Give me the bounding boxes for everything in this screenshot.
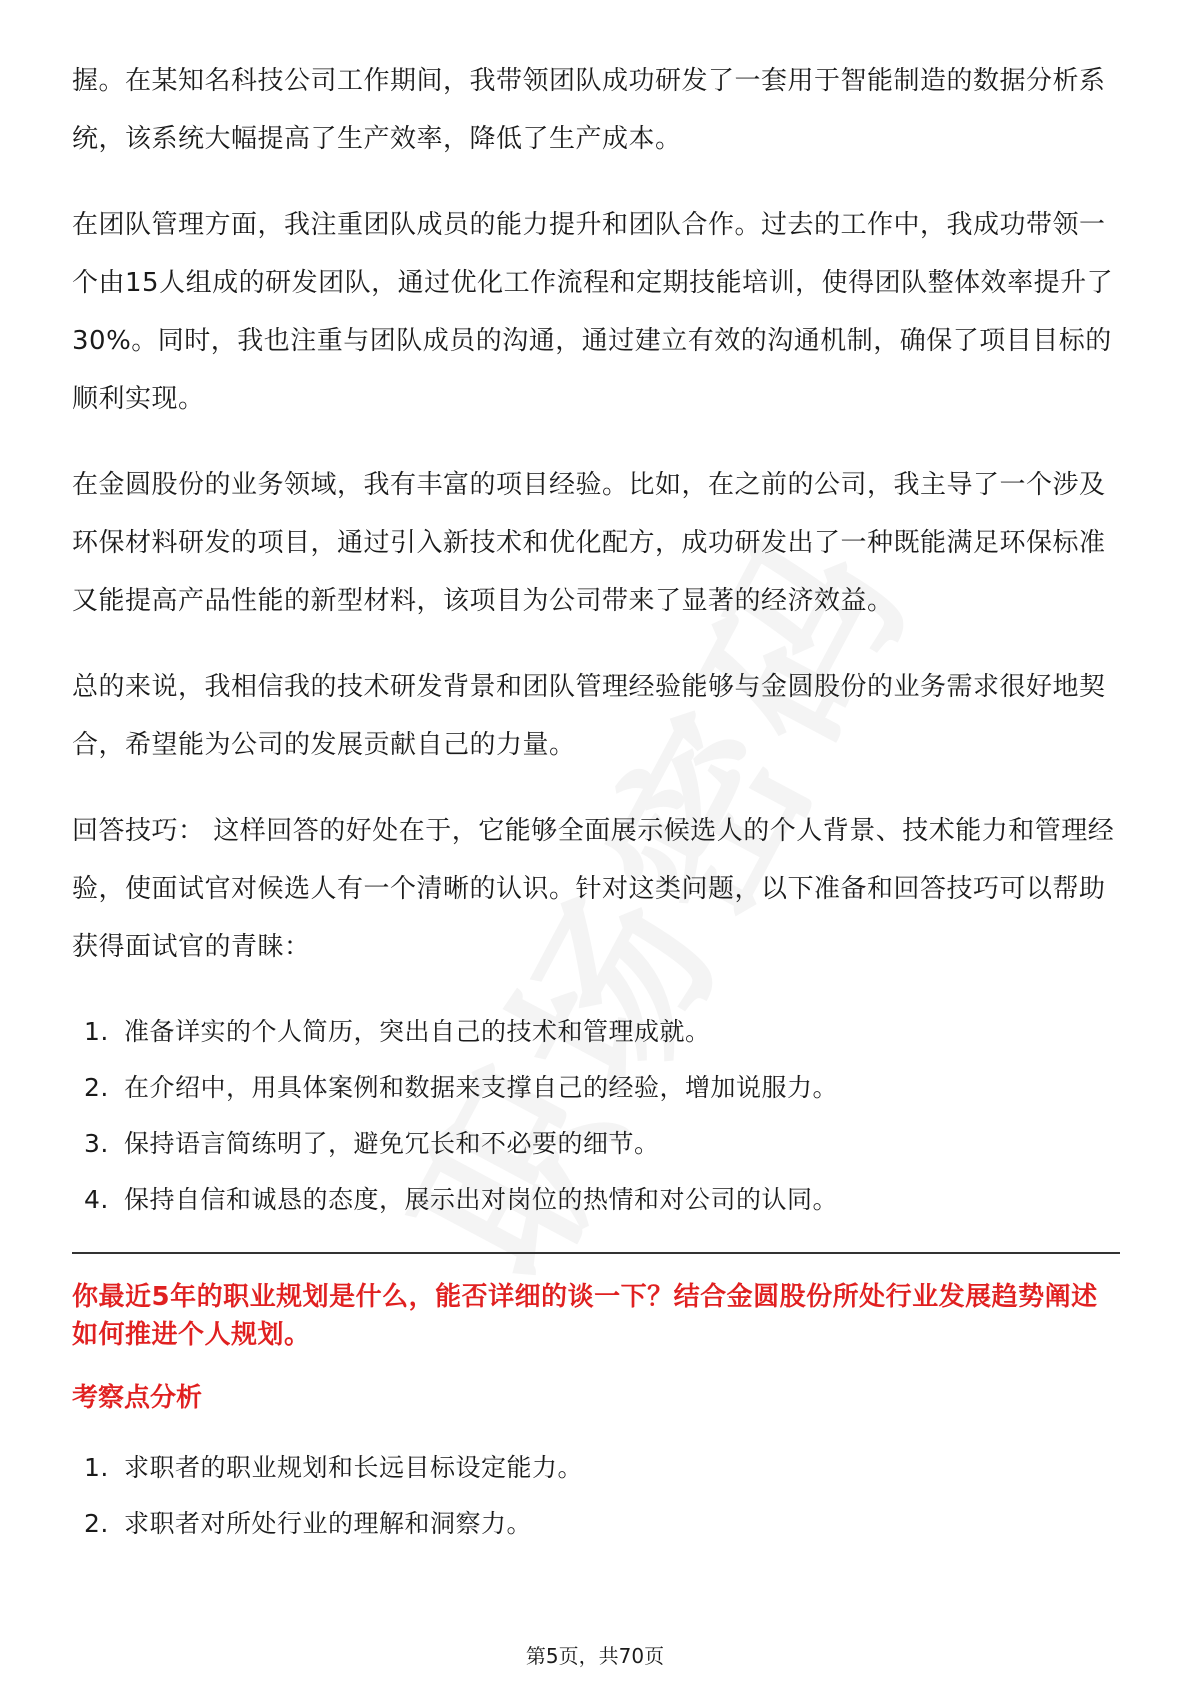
paragraph-intro: 握。在某知名科技公司工作期间，我带领团队成功研发了一套用于智能制造的数据分析系统，该系统大幅提高了生产效率，降低了生产成本。: [72, 66, 1106, 154]
analysis-title: 考察点分析: [72, 1383, 203, 1413]
list-text: 求职者对所处行业的理解和洞察力。: [124, 1509, 533, 1538]
list-number: 2.: [84, 1073, 109, 1102]
interview-question: 你最近5年的职业规划是什么，能否详细的谈一下？结合金圆股份所处行业发展趋势阐述如何推进个人规划。: [72, 1282, 1098, 1350]
document-body: [72, 52, 1120, 1576]
paragraph-summary: 总的来说，我相信我的技术研发背景和团队管理经验能够与金圆股份的业务需求很好地契合，希望能为公司的发展贡献自己的力量。: [72, 672, 1106, 760]
page-footer: 第5页，共70页: [525, 1644, 665, 1668]
analysis-list: [72, 1440, 1120, 1552]
list-number: 1.: [84, 1017, 109, 1046]
tips-list: [72, 1004, 1120, 1228]
list-item: [72, 1496, 1120, 1552]
list-number: 1.: [84, 1453, 109, 1482]
list-text: 保持自信和诚恳的态度，展示出对岗位的热情和对公司的认同。: [124, 1185, 839, 1214]
list-item: [72, 1004, 1120, 1060]
list-item: [72, 1440, 1120, 1496]
list-item: [72, 1116, 1120, 1172]
list-item: [72, 1172, 1120, 1228]
list-number: 4.: [84, 1185, 109, 1214]
section-divider: [72, 1252, 1120, 1254]
paragraph-tips: 回答技巧： 这样回答的好处在于，它能够全面展示候选人的个人背景、技术能力和管理经验，使面试官对候选人有一个清晰的认识。针对这类问题，以下准备和回答技巧可以帮助获得面试官的青睐：: [72, 816, 1115, 962]
list-text: 在介绍中，用具体案例和数据来支撑自己的经验，增加说服力。: [124, 1073, 839, 1102]
paragraph-project: 在金圆股份的业务领域，我有丰富的项目经验。比如，在之前的公司，我主导了一个涉及环保材料研发的项目，通过引入新技术和优化配方，成功研发出了一种既能满足环保标准又能提高产品性能的新型材料，该项目为公司带来了显著的经济效益。: [72, 470, 1106, 616]
list-text: 求职者的职业规划和长远目标设定能力。: [124, 1453, 584, 1482]
paragraph-team: 在团队管理方面，我注重团队成员的能力提升和团队合作。过去的工作中，我成功带领一个由15人组成的研发团队，通过优化工作流程和定期技能培训，使得团队整体效率提升了30%。同时，我也注重与团队成员的沟通，通过建立有效的沟通机制，确保了项目目标的顺利实现。: [72, 210, 1114, 414]
list-text: 保持语言简练明了，避免冗长和不必要的细节。: [124, 1129, 660, 1158]
list-text: 准备详实的个人简历，突出自己的技术和管理成就。: [124, 1017, 711, 1046]
list-number: 3.: [84, 1129, 109, 1158]
list-item: [72, 1060, 1120, 1116]
list-number: 2.: [84, 1509, 109, 1538]
